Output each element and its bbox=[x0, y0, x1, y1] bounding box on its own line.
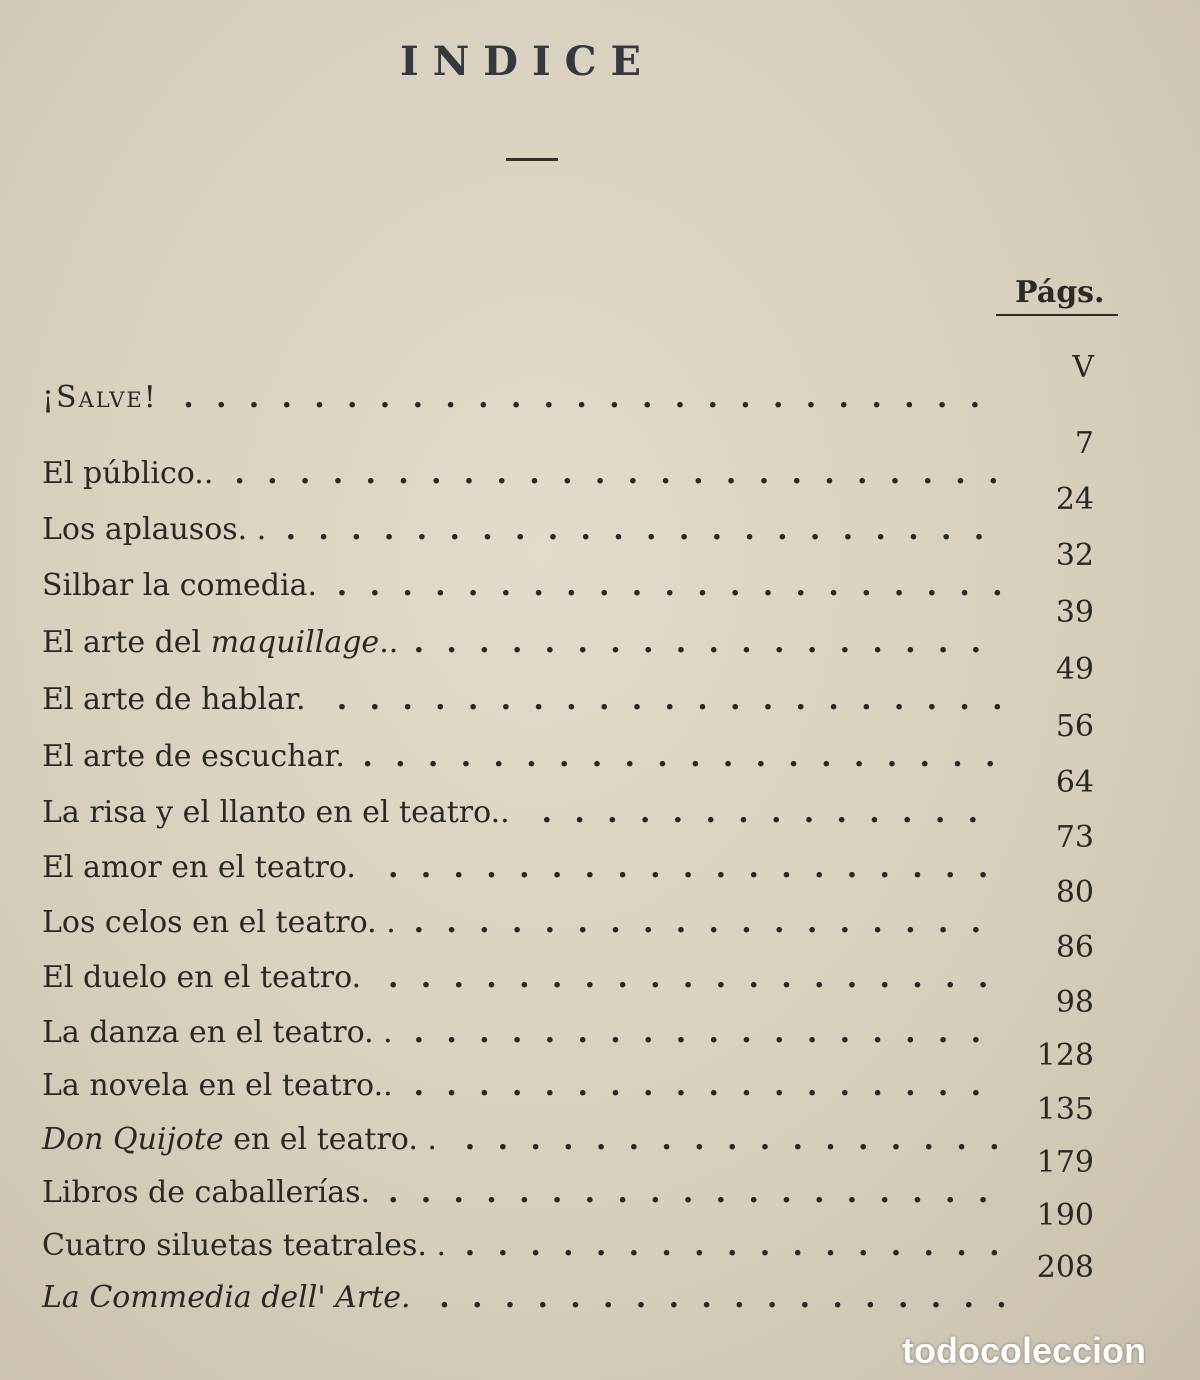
toc-entry-page: 39 bbox=[1055, 595, 1094, 630]
toc-entry-title bbox=[42, 1122, 437, 1157]
toc-entry-title-part: Libros de caballerías. bbox=[42, 1175, 371, 1210]
pages-header-rule bbox=[996, 314, 1118, 316]
toc-entry-title bbox=[42, 1068, 393, 1103]
toc-entry-page: 24 bbox=[1055, 482, 1094, 517]
toc-entry-title bbox=[42, 1228, 446, 1263]
title-rule bbox=[506, 158, 558, 161]
toc-entry-title-part: Los celos en el teatro. . bbox=[42, 905, 396, 940]
toc-entry-title-part: Don Quijote bbox=[42, 1122, 224, 1157]
toc-entry-page: 73 bbox=[1055, 820, 1094, 855]
toc-entry-page: 49 bbox=[1055, 652, 1094, 687]
toc-entry-title-part: El duelo en el teatro. bbox=[42, 960, 362, 995]
toc-entry: La novela en el teatro.. 128 . . . . . . . . . . . . . . . . . . bbox=[42, 1038, 1094, 1103]
toc-entry: Libros de caballerías. 179 . . . . . . . . . . . . . . . . . . . bbox=[42, 1145, 1094, 1210]
toc-entry-title bbox=[42, 1015, 393, 1050]
toc-entry: El arte de hablar. 49 . . . . . . . . . . . . . . . . . . . . . bbox=[42, 652, 1094, 717]
toc-entry: La danza en el teatro. . 98 . . . . . . . . . . . . . . . . . . bbox=[42, 985, 1094, 1050]
toc-entry: El público.. 7 . . . . . . . . . . . . . . . . . . . . . . . . bbox=[42, 426, 1094, 491]
toc-entry-title bbox=[42, 1280, 411, 1315]
toc-entry-title-part: La danza en el teatro. . bbox=[42, 1015, 393, 1050]
toc-entry-title-part: El amor en el teatro. bbox=[42, 850, 356, 885]
toc-entry-title-part: El público.. bbox=[42, 456, 214, 491]
toc-entry-page: V bbox=[1072, 350, 1094, 385]
toc-entry-page: 208 bbox=[1036, 1250, 1094, 1285]
toc-entry-page: 64 bbox=[1055, 765, 1094, 800]
toc-entry-title bbox=[42, 905, 396, 940]
watermark-logo: todocoleccion bbox=[902, 1330, 1147, 1371]
toc-entry-title-part: El arte del bbox=[42, 625, 211, 660]
toc-entry: El amor en el teatro. 73 . . . . . . . . . . . . . . . . . . . bbox=[42, 820, 1094, 885]
toc-entry: La risa y el llanto en el teatro.. 64 . . . . . . . . . . . . . . bbox=[42, 765, 1094, 830]
toc-entry-title-part: Silbar la comedia. bbox=[42, 568, 318, 603]
toc-entry-page: 179 bbox=[1036, 1145, 1094, 1180]
toc-entry-page: 80 bbox=[1055, 875, 1094, 910]
toc-entry-title-part: El arte de escuchar. bbox=[42, 739, 345, 774]
toc-entry: Los aplausos. . 24 . . . . . . . . . . . . . . . . . . . . . . bbox=[42, 482, 1094, 547]
toc-entry-title bbox=[42, 960, 361, 995]
toc-entry-title bbox=[42, 456, 213, 491]
toc-entry: Cuatro siluetas teatrales. . 190 . . . . . . . . . . . . . . . . . bbox=[42, 1198, 1094, 1263]
toc-entry: El arte del maquillage.. 39 . . . . . . . . . . . . . . . . . . bbox=[42, 595, 1094, 660]
toc-entry-title bbox=[42, 380, 158, 415]
toc-entry-title-part: El arte de hablar. bbox=[42, 682, 306, 717]
toc-entry-title-part: .. bbox=[379, 625, 399, 660]
toc-entry-page: 135 bbox=[1036, 1092, 1094, 1127]
pages-column-header: Págs. bbox=[1015, 275, 1105, 310]
toc-entry-title bbox=[42, 568, 317, 603]
toc-entry-title-part: en el teatro. . bbox=[223, 1122, 437, 1157]
toc-entry-page: 56 bbox=[1055, 709, 1094, 744]
toc-entry-page: 128 bbox=[1036, 1038, 1094, 1073]
toc-entry-title bbox=[42, 512, 266, 547]
toc-entry: El duelo en el teatro. 86 . . . . . . . . . . . . . . . . . . . bbox=[42, 930, 1094, 995]
toc-entry-page: 86 bbox=[1055, 930, 1094, 965]
toc-entry: La Commedia dell' Arte. 208 . . . . . . . . . . . . . . . . . . bbox=[42, 1250, 1094, 1315]
toc-entry-page: 190 bbox=[1036, 1198, 1094, 1233]
toc-entry-title-part: La risa y el llanto en el teatro.. bbox=[42, 795, 510, 830]
toc-entry-title bbox=[42, 625, 398, 660]
toc-entry-page: 32 bbox=[1055, 538, 1094, 573]
toc-entry-title-part: La Commedia dell' Arte. bbox=[42, 1280, 411, 1315]
index-title: INDICE bbox=[400, 38, 655, 85]
toc-entry: Los celos en el teatro. . 80 . . . . . . . . . . . . . . . . . . bbox=[42, 875, 1094, 940]
toc-entry-title-part: La novela en el teatro.. bbox=[42, 1068, 393, 1103]
toc-entry-title bbox=[42, 739, 345, 774]
toc-entry: ¡Salve! V . . . . . . . . . . . . . . . . . . . . . . . . . bbox=[42, 350, 1094, 415]
toc-entry-title-part: Los aplausos. . bbox=[42, 512, 267, 547]
toc-entry-title bbox=[42, 1175, 370, 1210]
toc-entry-title-part: Cuatro siluetas teatrales. . bbox=[42, 1228, 447, 1263]
toc-entry: Silbar la comedia. 32 . . . . . . . . . . . . . . . . . . . . . bbox=[42, 538, 1094, 603]
toc-entry: Don Quijote en el teatro. . 135 . . . . . . . . . . . . . . . . . bbox=[42, 1092, 1094, 1157]
toc-entry-title bbox=[42, 850, 356, 885]
toc-entry-title-part: ¡Salve! bbox=[42, 380, 158, 415]
toc-entry-page: 98 bbox=[1055, 985, 1094, 1020]
toc-entry-title-part: maquillage bbox=[210, 625, 380, 660]
toc-entry-page: 7 bbox=[1074, 426, 1094, 461]
toc-entry-title bbox=[42, 795, 510, 830]
toc-entry-title bbox=[42, 682, 306, 717]
toc-entry: El arte de escuchar. 56 . . . . . . . . . . . . . . . . . . . . bbox=[42, 709, 1094, 774]
